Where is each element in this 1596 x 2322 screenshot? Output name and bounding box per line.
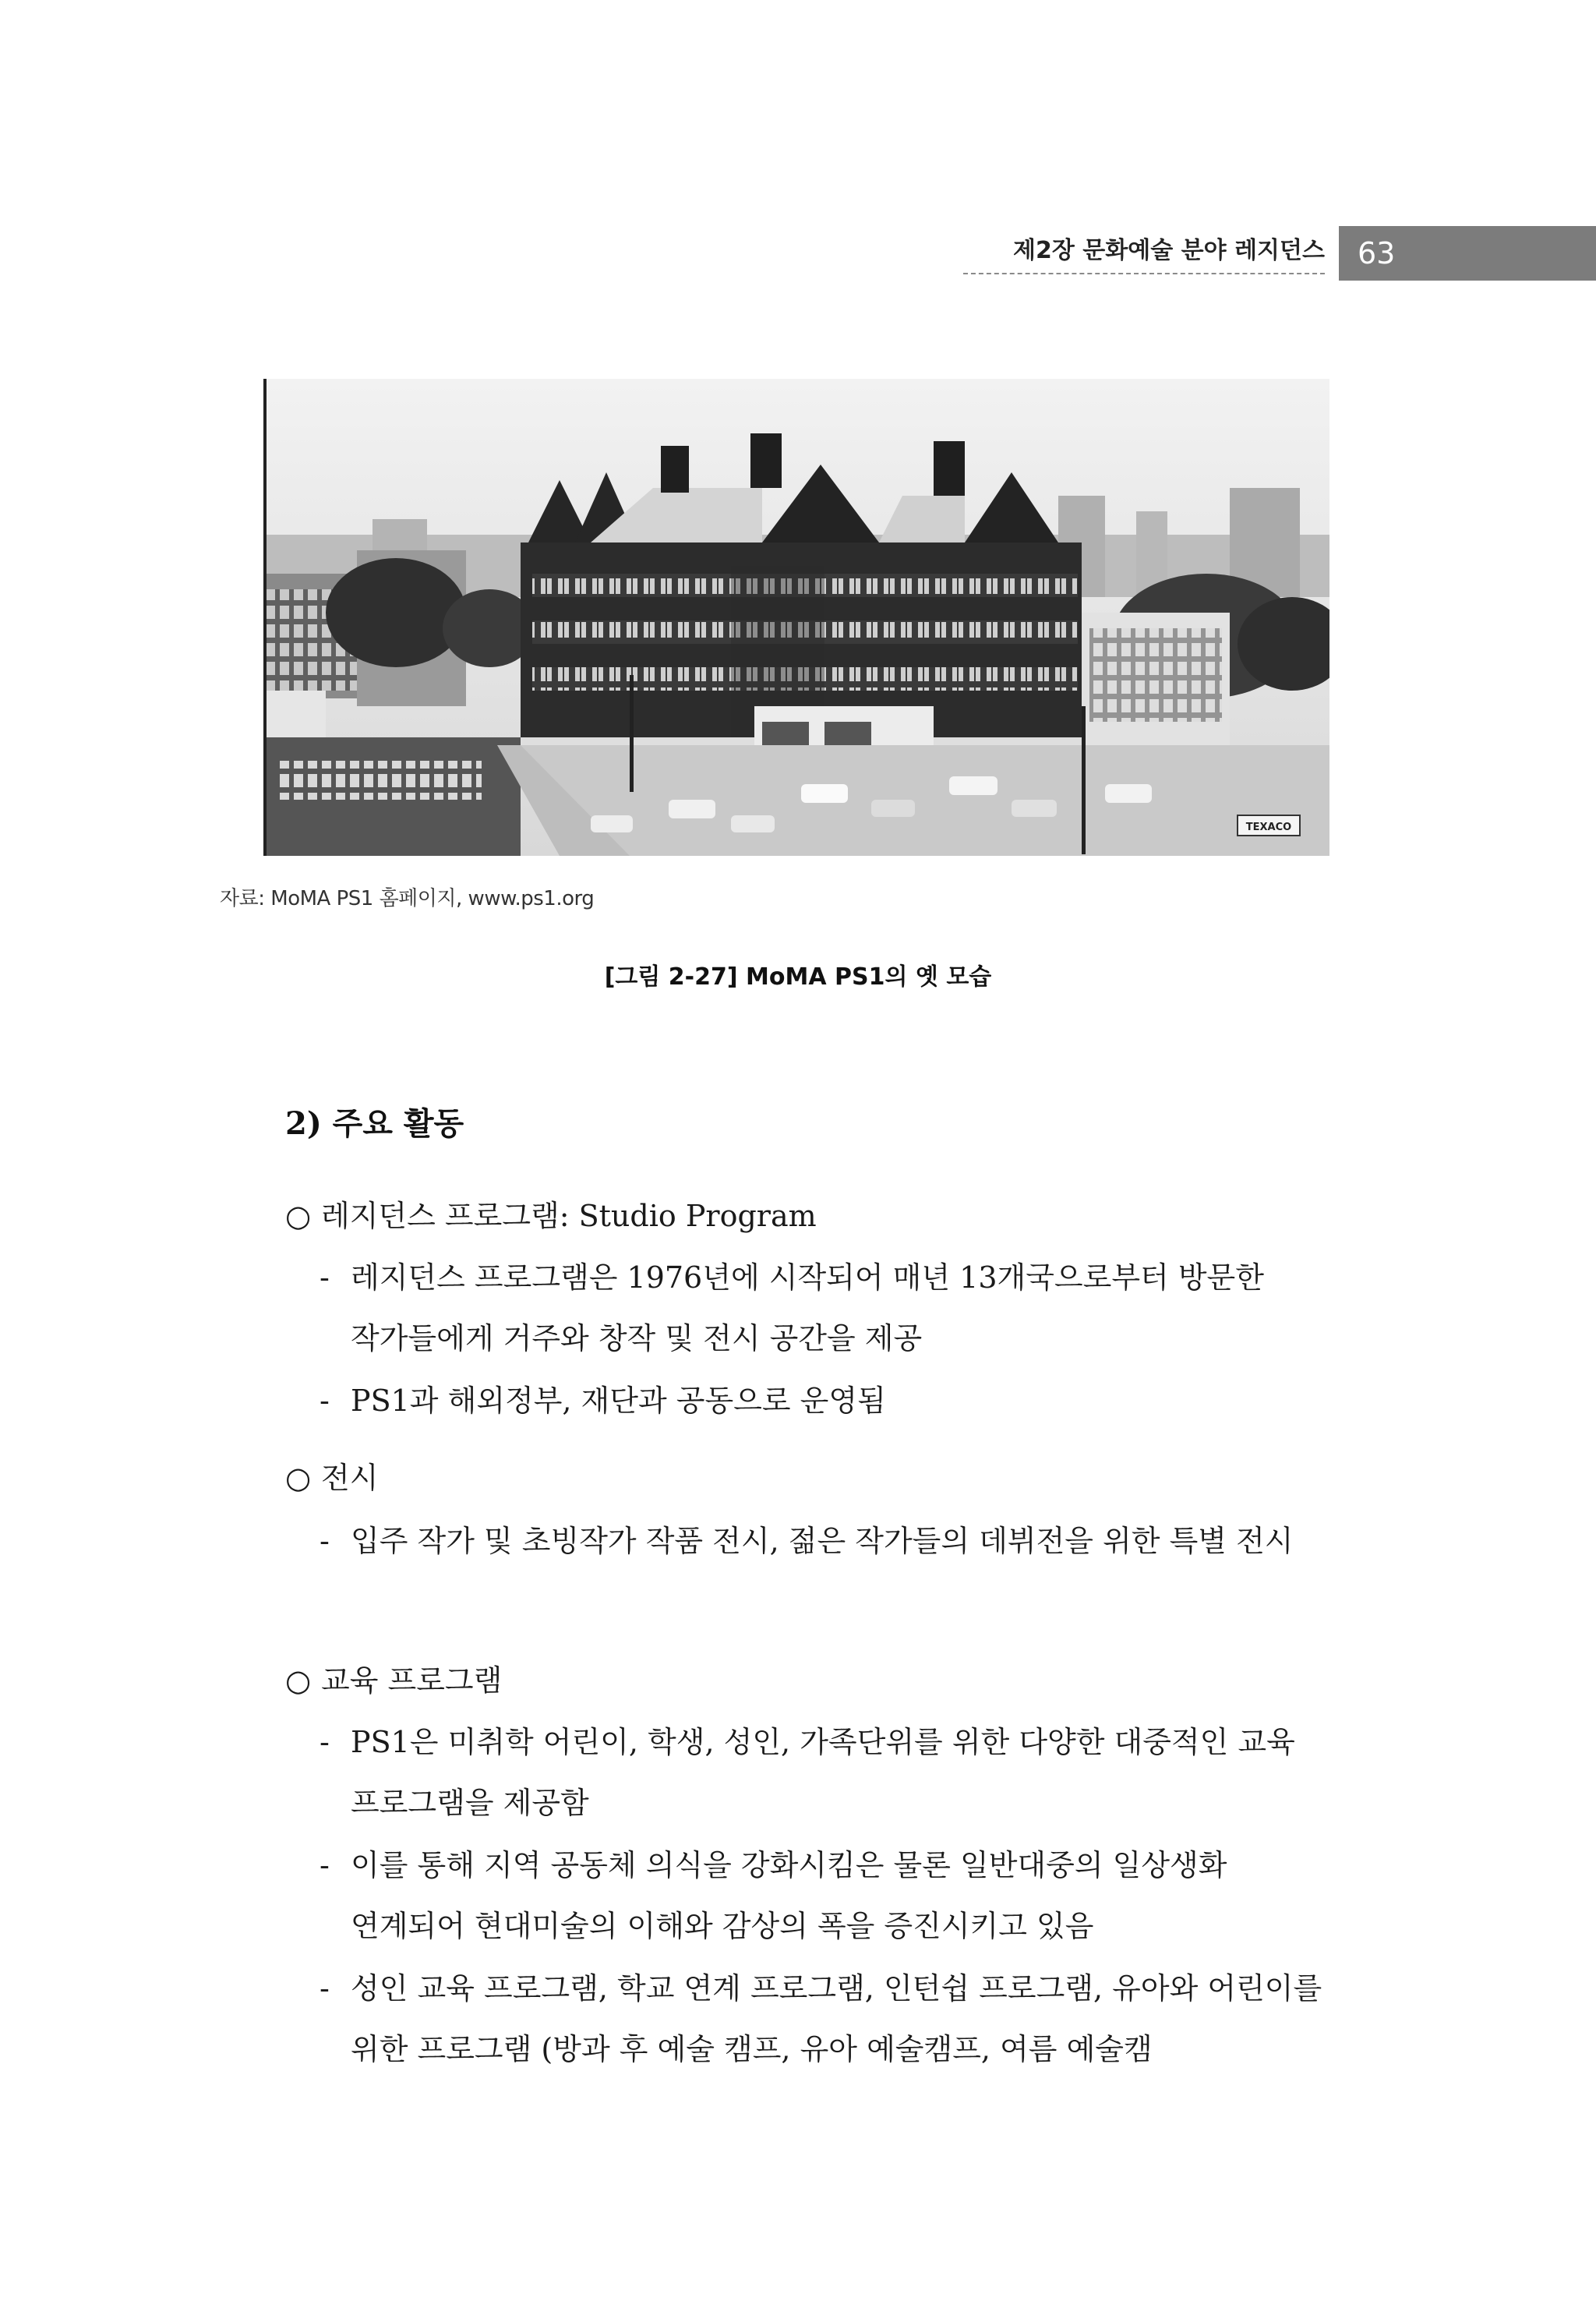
bullet-title: 전시 — [321, 1461, 379, 1495]
sub-item — [320, 1835, 1340, 1960]
bullet-circle-mark: ○ — [285, 1199, 312, 1233]
sub-item — [320, 1247, 1340, 1372]
bullet-exhibition — [285, 1448, 378, 1507]
running-header-chapter-title: 제2장 문화예술 분야 레지던스 — [963, 229, 1325, 274]
bullet-education-program — [285, 1651, 502, 1710]
texaco-sign-text: TEXACO — [1245, 822, 1292, 833]
bullet-title: 교육 프로그램 — [321, 1663, 503, 1698]
page-number: 63 — [1358, 236, 1396, 270]
section-heading: 2) 주요 활동 — [285, 1105, 464, 1142]
sub-item-text: 입주 작가 및 초빙작가 작품 전시, 젊은 작가들의 데뷔전을 위한 특별 전시 — [351, 1524, 1294, 1558]
dash-mark: - — [320, 1971, 330, 2006]
sub-item-text: PS1은 미취학 어린이, 학생, 성인, 가족단위를 위한 다양한 대중적인 교육 프로그램을 제공함 — [351, 1725, 1295, 1820]
photo-illustration — [263, 379, 1329, 856]
sub-item — [320, 1712, 1340, 1836]
page-number-tab — [1339, 226, 1596, 281]
sub-item-text: 레지던스 프로그램은 1976년에 시작되어 매년 13개국으로부터 방문한 작가들에게 거주와 창작 및 전시 공간을 제공 — [351, 1260, 1264, 1355]
dash-mark: - — [320, 1848, 330, 1882]
dash-mark: - — [320, 1524, 330, 1558]
figure-caption: [그림 2-27] MoMA PS1의 옛 모습 — [604, 963, 992, 991]
bullet-title: 레지던스 프로그램: Studio Program — [321, 1199, 817, 1233]
sub-item — [320, 1958, 1340, 2083]
dash-mark: - — [320, 1725, 330, 1759]
sub-item-text: PS1과 해외정부, 재단과 공동으로 운영됨 — [351, 1384, 886, 1418]
sub-item-text: 이를 통해 지역 공동체 의식을 강화시킴은 물론 일반대중의 일상생화 연계되어 현대미술의 이해와 감상의 폭을 증진시키고 있음 — [351, 1848, 1227, 1943]
bullet-circle-mark: ○ — [285, 1663, 312, 1698]
sub-item — [320, 1511, 1340, 1635]
sub-item-text: 성인 교육 프로그램, 학교 연계 프로그램, 인턴쉽 프로그램, 유아와 어린이를 위한 프로그램 (방과 후 예술 캠프, 유아 예술캠프, 여름 예술캠 — [351, 1971, 1322, 2066]
dash-mark: - — [320, 1384, 330, 1418]
figure-source-note: 자료: MoMA PS1 홈페이지, www.ps1.org — [220, 887, 595, 910]
dash-mark: - — [320, 1260, 330, 1295]
bullet-circle-mark: ○ — [285, 1461, 312, 1495]
bullet-residency-program — [285, 1186, 817, 1246]
historic-building-photo — [263, 379, 1329, 856]
sub-item — [320, 1370, 1340, 1433]
